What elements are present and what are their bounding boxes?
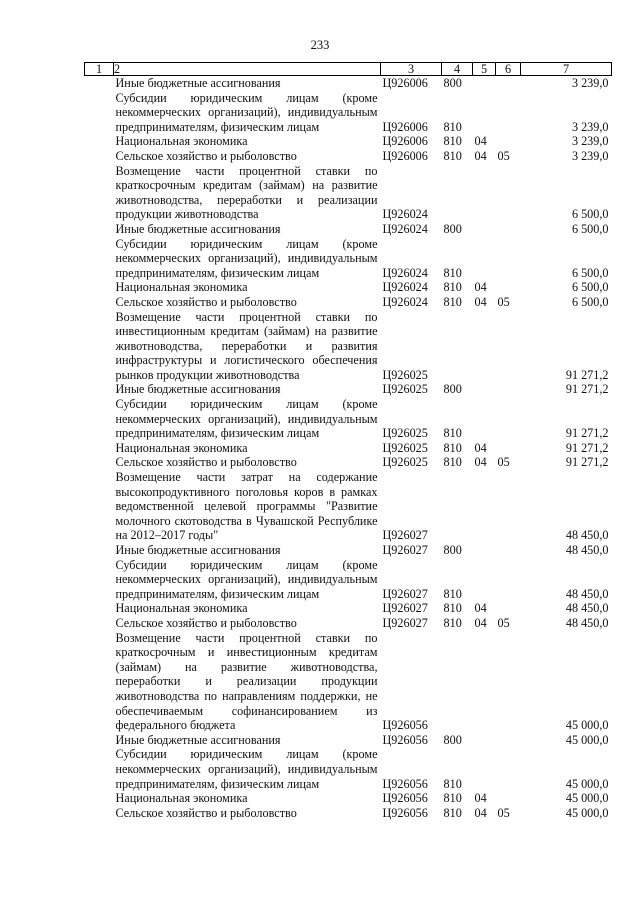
table-row <box>85 149 612 164</box>
row-name-cell: Возмещение части процентной ставки по краткосрочным кредитам (займам) на развитие животноводства, переработки и реализации продукции животноводства <box>115 163 378 222</box>
row-amount-cell: 45 000,0 <box>565 791 609 806</box>
row-section-cell <box>473 558 496 602</box>
column-number-6: 6 <box>496 63 521 76</box>
column-number-row <box>85 63 612 76</box>
row-expense-type-cell <box>442 631 473 733</box>
row-number-cell <box>85 280 114 295</box>
row-name-cell: Национальная экономика <box>115 134 248 149</box>
row-subsection-cell <box>496 134 521 149</box>
row-name-cell: Национальная экономика <box>115 601 248 616</box>
row-subsection-cell: 05 <box>497 294 510 309</box>
row-amount-cell: 91 271,2 <box>565 382 609 397</box>
table-row <box>85 543 612 558</box>
row-expense-type-cell: 810 <box>443 119 462 134</box>
row-subsection-cell: 05 <box>497 455 510 470</box>
row-expense-type-cell: 810 <box>443 791 462 806</box>
row-section-cell <box>473 543 496 558</box>
row-expense-type-cell <box>442 164 473 222</box>
page-number: 233 <box>310 38 330 52</box>
row-name-cell: Сельское хозяйство и рыболовство <box>115 455 297 470</box>
row-number-cell <box>85 747 114 791</box>
row-section-cell: 04 <box>474 615 487 630</box>
row-target-code-cell: Ц926056 <box>382 718 428 733</box>
row-subsection-cell: 05 <box>497 615 510 630</box>
row-subsection-cell <box>496 543 521 558</box>
row-section-cell: 04 <box>474 455 487 470</box>
row-subsection-cell <box>496 601 521 616</box>
row-name-cell: Субсидии юридическим лицам (кроме некоммерческих организаций), индивидуальным предпринимателям, физическим лицам <box>115 557 378 601</box>
row-section-cell <box>473 470 496 543</box>
row-expense-type-cell: 810 <box>443 265 462 280</box>
row-name-cell: Иные бюджетные ассигнования <box>115 543 281 557</box>
row-name-cell: Субсидии юридическим лицам (кроме некоммерческих организаций), индивидуальным предпринимателям, физическим лицам <box>115 90 378 134</box>
row-expense-type-cell: 810 <box>443 615 462 630</box>
row-amount-cell: 91 271,2 <box>565 426 609 441</box>
row-section-cell <box>473 164 496 222</box>
table-row <box>85 91 612 135</box>
row-subsection-cell <box>496 733 521 748</box>
row-target-code-cell: Ц926024 <box>382 207 428 222</box>
row-target-code-cell: Ц926027 <box>382 586 428 601</box>
row-expense-type-cell: 810 <box>443 440 462 455</box>
row-expense-type-cell: 800 <box>443 221 462 236</box>
row-amount-cell: 6 500,0 <box>571 280 609 295</box>
row-name-cell: Иные бюджетные ассигнования <box>115 76 281 90</box>
row-expense-type-cell: 800 <box>443 543 462 557</box>
row-amount-cell: 3 239,0 <box>571 119 609 134</box>
row-target-code-cell: Ц926024 <box>382 280 428 295</box>
table-row <box>85 470 612 543</box>
row-target-code-cell: Ц926025 <box>382 367 428 382</box>
row-name-cell: Иные бюджетные ассигнования <box>115 382 281 397</box>
table-row <box>85 558 612 602</box>
row-expense-type-cell: 800 <box>443 382 462 397</box>
row-name-cell: Субсидии юридическим лицам (кроме некоммерческих организаций), индивидуальным предпринимателям, физическим лицам <box>115 236 378 280</box>
row-number-cell <box>85 616 114 631</box>
row-number-cell <box>85 733 114 748</box>
row-subsection-cell <box>496 280 521 295</box>
row-amount-cell: 48 450,0 <box>565 543 609 557</box>
row-expense-type-cell: 810 <box>443 426 462 441</box>
row-number-cell <box>85 382 114 397</box>
row-name-cell: Национальная экономика <box>115 440 248 455</box>
row-section-cell <box>473 310 496 383</box>
row-target-code-cell: Ц926024 <box>382 221 428 236</box>
row-amount-cell: 3 239,0 <box>571 134 609 149</box>
row-section-cell: 04 <box>474 148 487 163</box>
row-amount-cell: 3 239,0 <box>571 148 609 163</box>
row-section-cell <box>473 382 496 397</box>
row-target-code-cell: Ц926056 <box>382 805 428 820</box>
row-expense-type-cell <box>442 470 473 543</box>
row-section-cell: 04 <box>474 791 487 806</box>
column-number-7: 7 <box>521 63 612 76</box>
column-number-1: 1 <box>85 63 114 76</box>
table-row <box>85 295 612 310</box>
row-amount-cell: 6 500,0 <box>571 221 609 236</box>
row-subsection-cell <box>496 222 521 237</box>
row-target-code-cell: Ц926056 <box>382 791 428 806</box>
row-expense-type-cell: 810 <box>443 294 462 309</box>
row-section-cell: 04 <box>474 440 487 455</box>
row-amount-cell: 6 500,0 <box>571 265 609 280</box>
row-target-code-cell: Ц926027 <box>382 543 428 557</box>
table-row <box>85 397 612 441</box>
table-row <box>85 616 612 631</box>
row-section-cell: 04 <box>474 134 487 149</box>
row-amount-cell: 48 450,0 <box>565 528 609 543</box>
row-target-code-cell: Ц926027 <box>382 528 428 543</box>
row-subsection-cell <box>496 237 521 281</box>
row-amount-cell: 48 450,0 <box>565 601 609 616</box>
row-name-cell: Возмещение части процентной ставки по краткосрочным и инвестиционным кредитам (займам) на развитие животноводства, переработки и реализации продукции животноводства по направлениям поддержки, не обеспечиваемым софинансированием из федерального бюджета <box>115 630 378 733</box>
row-amount-cell: 45 000,0 <box>565 805 609 820</box>
table-row <box>85 806 612 821</box>
row-amount-cell: 6 500,0 <box>571 207 609 222</box>
row-target-code-cell: Ц926025 <box>382 455 428 470</box>
row-name-cell: Иные бюджетные ассигнования <box>115 221 281 236</box>
row-section-cell <box>473 91 496 135</box>
row-number-cell <box>85 601 114 616</box>
table-row <box>85 733 612 748</box>
row-subsection-cell: 05 <box>497 148 510 163</box>
row-expense-type-cell: 800 <box>443 76 462 90</box>
row-section-cell: 04 <box>474 601 487 616</box>
row-number-cell <box>85 237 114 281</box>
row-number-cell <box>85 631 114 733</box>
table-row <box>85 222 612 237</box>
row-number-cell <box>85 441 114 456</box>
row-name-cell: Возмещение части затрат на содержание высокопродуктивного поголовья коров в рамках ведомственной целевой программы "Развитие молочного скотоводства в Чувашской Республике на 2012–2017 годы" <box>115 470 378 543</box>
row-number-cell <box>85 295 114 310</box>
column-number-3: 3 <box>381 63 442 76</box>
row-subsection-cell <box>496 310 521 383</box>
row-name-cell: Субсидии юридическим лицам (кроме некоммерческих организаций), индивидуальным предпринимателям, физическим лицам <box>115 747 378 791</box>
row-name-cell: Сельское хозяйство и рыболовство <box>115 148 297 163</box>
row-name-cell: Сельское хозяйство и рыболовство <box>115 805 297 820</box>
row-amount-cell: 91 271,2 <box>565 440 609 455</box>
row-number-cell <box>85 558 114 602</box>
row-section-cell: 04 <box>474 805 487 820</box>
row-number-cell <box>85 543 114 558</box>
row-target-code-cell: Ц926027 <box>382 615 428 630</box>
row-subsection-cell <box>496 382 521 397</box>
row-expense-type-cell: 810 <box>443 586 462 601</box>
table-row <box>85 280 612 295</box>
column-number-2: 2 <box>114 63 381 76</box>
row-target-code-cell: Ц926025 <box>382 440 428 455</box>
row-expense-type-cell: 810 <box>443 134 462 149</box>
row-section-cell: 04 <box>474 294 487 309</box>
row-section-cell <box>473 237 496 281</box>
row-number-cell <box>85 76 114 91</box>
row-number-cell <box>85 310 114 383</box>
row-amount-cell: 48 450,0 <box>565 586 609 601</box>
row-subsection-cell: 05 <box>497 805 510 820</box>
row-section-cell <box>473 222 496 237</box>
row-target-code-cell: Ц926024 <box>382 294 428 309</box>
row-expense-type-cell: 810 <box>443 601 462 616</box>
row-number-cell <box>85 791 114 806</box>
row-target-code-cell: Ц926025 <box>382 426 428 441</box>
row-number-cell <box>85 222 114 237</box>
row-number-cell <box>85 806 114 821</box>
row-name-cell: Иные бюджетные ассигнования <box>115 732 281 747</box>
table-row <box>85 134 612 149</box>
row-name-cell: Национальная экономика <box>115 791 248 806</box>
row-section-cell <box>473 397 496 441</box>
row-name-cell: Субсидии юридическим лицам (кроме некоммерческих организаций), индивидуальным предпринимателям, физическим лицам <box>115 397 378 441</box>
table-row <box>85 791 612 806</box>
column-number-4: 4 <box>442 63 473 76</box>
row-amount-cell: 45 000,0 <box>565 718 609 733</box>
budget-table-body <box>85 63 612 821</box>
row-amount-cell: 91 271,2 <box>565 367 609 382</box>
table-row <box>85 237 612 281</box>
row-expense-type-cell: 800 <box>443 732 462 747</box>
row-subsection-cell <box>496 441 521 456</box>
row-target-code-cell: Ц926056 <box>382 732 428 747</box>
row-subsection-cell <box>496 470 521 543</box>
table-row <box>85 455 612 470</box>
row-subsection-cell <box>496 76 521 91</box>
row-subsection-cell <box>496 747 521 791</box>
row-amount-cell: 45 000,0 <box>565 732 609 747</box>
row-subsection-cell <box>496 91 521 135</box>
table-row <box>85 310 612 383</box>
row-target-code-cell: Ц926006 <box>382 134 428 149</box>
row-subsection-cell <box>496 558 521 602</box>
table-row <box>85 382 612 397</box>
row-subsection-cell <box>496 791 521 806</box>
row-number-cell <box>85 397 114 441</box>
row-amount-cell: 45 000,0 <box>565 776 609 791</box>
row-amount-cell: 48 450,0 <box>565 615 609 630</box>
row-number-cell <box>85 455 114 470</box>
row-subsection-cell <box>496 397 521 441</box>
row-target-code-cell: Ц926024 <box>382 265 428 280</box>
row-amount-cell: 3 239,0 <box>571 76 609 90</box>
row-target-code-cell: Ц926027 <box>382 601 428 616</box>
row-expense-type-cell: 810 <box>443 455 462 470</box>
row-amount-cell: 91 271,2 <box>565 455 609 470</box>
row-name-cell: Сельское хозяйство и рыболовство <box>115 294 297 309</box>
row-expense-type-cell: 810 <box>443 805 462 820</box>
table-row <box>85 76 612 91</box>
row-target-code-cell: Ц926025 <box>382 382 428 397</box>
row-subsection-cell <box>496 631 521 733</box>
row-number-cell <box>85 134 114 149</box>
row-name-cell: Сельское хозяйство и рыболовство <box>115 615 297 630</box>
budget-table <box>84 62 612 820</box>
row-number-cell <box>85 164 114 222</box>
row-number-cell <box>85 149 114 164</box>
row-name-cell: Национальная экономика <box>115 280 248 295</box>
row-expense-type-cell: 810 <box>443 776 462 791</box>
table-row <box>85 601 612 616</box>
row-number-cell <box>85 470 114 543</box>
row-section-cell <box>473 631 496 733</box>
row-section-cell <box>473 76 496 91</box>
table-row <box>85 631 612 733</box>
column-number-5: 5 <box>473 63 496 76</box>
row-target-code-cell: Ц926056 <box>382 776 428 791</box>
row-section-cell: 04 <box>474 280 487 295</box>
table-row <box>85 164 612 222</box>
row-number-cell <box>85 91 114 135</box>
row-target-code-cell: Ц926006 <box>382 148 428 163</box>
row-section-cell <box>473 747 496 791</box>
row-expense-type-cell: 810 <box>443 148 462 163</box>
row-section-cell <box>473 733 496 748</box>
row-subsection-cell <box>496 164 521 222</box>
table-row <box>85 441 612 456</box>
row-expense-type-cell: 810 <box>443 280 462 295</box>
row-expense-type-cell <box>442 310 473 383</box>
row-target-code-cell: Ц926006 <box>382 119 428 134</box>
row-name-cell: Возмещение части процентной ставки по инвестиционным кредитам (займам) на развитие животноводства, переработки и развития инфраструктуры и логистического обеспечения рынков продукции животноводства <box>115 309 378 382</box>
row-amount-cell: 6 500,0 <box>571 294 609 309</box>
row-target-code-cell: Ц926006 <box>382 76 428 90</box>
table-row <box>85 747 612 791</box>
